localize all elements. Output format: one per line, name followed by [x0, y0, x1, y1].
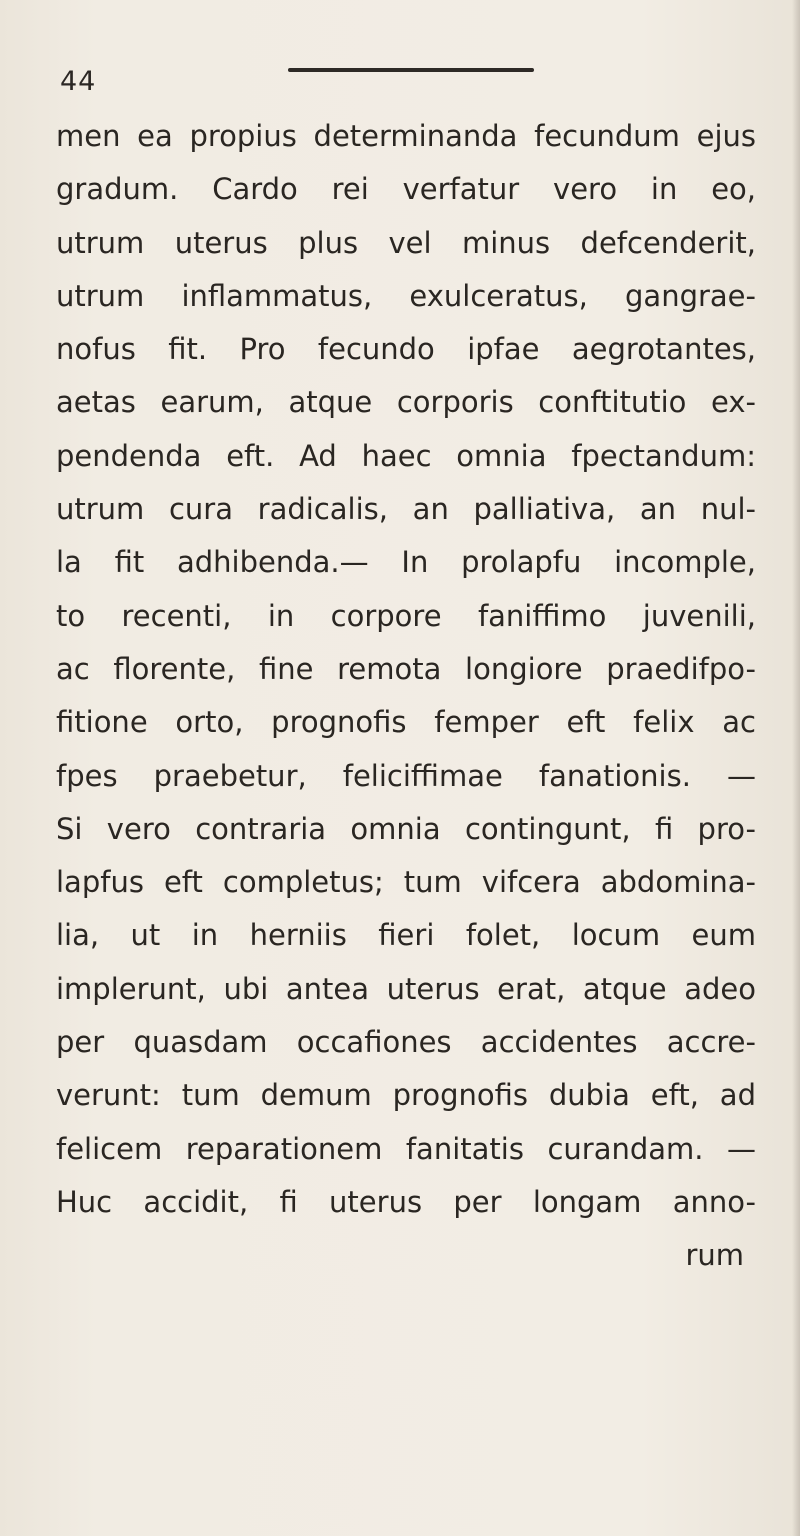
text-line: aetas earum, atque corporis conftitutio ex-: [56, 385, 756, 420]
page-number: 44: [60, 66, 97, 97]
text-line: implerunt, ubi antea uterus erat, atque adeo: [56, 971, 756, 1006]
text-line: Si vero contraria omnia contingunt, fi pro-: [56, 811, 756, 846]
text-line: men ea propius determinanda fecundum ejus: [56, 119, 756, 153]
header-rule: [288, 68, 534, 72]
text-line: pendenda eft. Ad haec omnia fpectandum:: [56, 438, 756, 473]
text-line: lia, ut in herniis fieri folet, locum eum: [56, 918, 756, 953]
text-line: utrum uterus plus vel minus defcenderit,: [56, 225, 756, 260]
text-line: Huc accidit, fi uterus per longam anno-: [56, 1184, 756, 1219]
body-text: [56, 110, 756, 1283]
text-line: to recenti, in corpore faniffimo juvenili,: [56, 598, 756, 633]
text-line: lapfus eft completus; tum vifcera abdomina-: [56, 865, 756, 900]
text-line: la fit adhibenda.— In prolapfu incomple,: [56, 545, 756, 580]
catchword: rum: [685, 1238, 744, 1273]
text-line: nofus fit. Pro fecundo ipfae aegrotantes,: [56, 332, 756, 367]
text-line: per quasdam occafiones accidentes accre-: [56, 1025, 756, 1060]
text-line: utrum cura radicalis, an palliativa, an nul-: [56, 492, 756, 527]
text-line: ac florente, fine remota longiore praedifpo-: [56, 651, 756, 686]
text-line: fitione orto, prognofis femper eft felix ac: [56, 705, 756, 740]
text-line: verunt: tum demum prognofis dubia eft, ad: [56, 1078, 756, 1113]
page-edge-shadow: [792, 0, 800, 1536]
text-line: fpes praebetur, feliciffimae fanationis. —: [56, 758, 756, 793]
text-line: felicem reparationem fanitatis curandam. —: [56, 1131, 756, 1166]
text-line: gradum. Cardo rei verfatur vero in eo,: [56, 172, 756, 207]
text-line: utrum inflammatus, exulceratus, gangrae-: [56, 278, 756, 313]
